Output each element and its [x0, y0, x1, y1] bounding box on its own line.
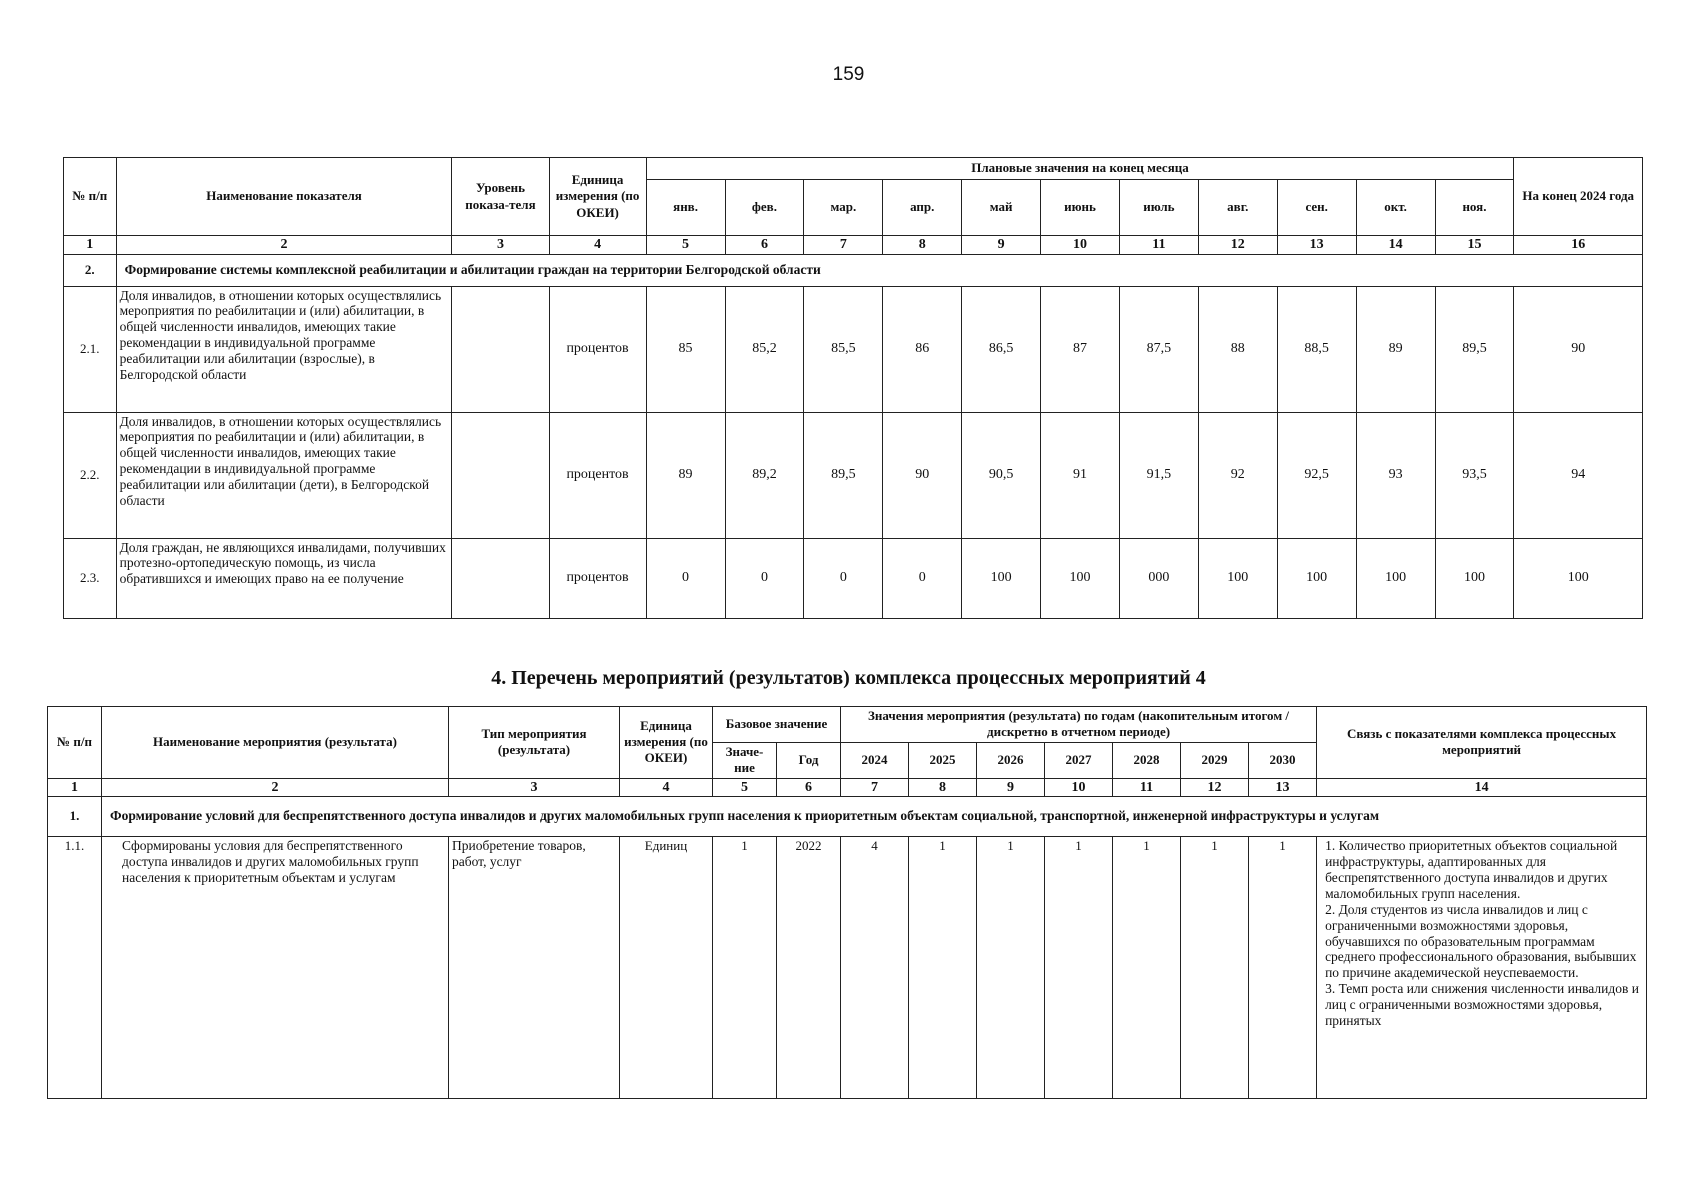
- table-row: [64, 538, 1643, 618]
- col-number: 9: [977, 778, 1045, 797]
- header-month: фев.: [725, 180, 804, 236]
- header-year: 2025: [909, 742, 977, 778]
- header-year: 2029: [1181, 742, 1249, 778]
- header-num: № п/п: [64, 158, 117, 236]
- year-value: 1: [909, 837, 977, 1099]
- year-value: 4: [841, 837, 909, 1099]
- header-base-year: Год: [777, 742, 841, 778]
- value-cell: 89,5: [1435, 286, 1514, 412]
- header-year: 2030: [1249, 742, 1317, 778]
- col-number: 10: [1045, 778, 1113, 797]
- section-title: Формирование системы комплексной реабилитации и абилитации граждан на территории Белгородской области: [116, 254, 1642, 286]
- col-number: 3: [452, 236, 549, 255]
- table-row: [64, 412, 1643, 538]
- header-name: Наименование показателя: [116, 158, 452, 236]
- col-number: 10: [1041, 236, 1120, 255]
- value-cell: 000: [1119, 538, 1198, 618]
- value-cell: 86: [883, 286, 962, 412]
- header-month: май: [962, 180, 1041, 236]
- indicator-name: Доля инвалидов, в отношении которых осуществлялись мероприятия по реабилитации и (или) абилитации, в общей численности инвалидов, имеющих такие рекомендации в индивидуальной программе реабилитации или абилитации (взрослые), в Белгородской области: [116, 286, 452, 412]
- header-year: 2028: [1113, 742, 1181, 778]
- col-number: 5: [713, 778, 777, 797]
- value-cell: 91: [1041, 412, 1120, 538]
- row-number: 2.2.: [64, 412, 117, 538]
- value-cell: 91,5: [1119, 412, 1198, 538]
- header-year: 2026: [977, 742, 1045, 778]
- header-link: Связь с показателями комплекса процессных мероприятий: [1317, 707, 1647, 779]
- header-month: апр.: [883, 180, 962, 236]
- header-month: мар.: [804, 180, 883, 236]
- page-number: 159: [832, 64, 865, 85]
- row-number: 2.3.: [64, 538, 117, 618]
- value-cell: 100: [1277, 538, 1356, 618]
- value-cell: 0: [883, 538, 962, 618]
- header-values-by-year: Значения мероприятия (результата) по годам (накопительным итогом / дискретно в отчетном периоде): [841, 707, 1317, 743]
- col-number: 1: [64, 236, 117, 255]
- value-cell: 88: [1198, 286, 1277, 412]
- col-number: 7: [804, 236, 883, 255]
- base-value: 1: [713, 837, 777, 1099]
- col-number: 4: [549, 236, 646, 255]
- value-cell: 93,5: [1435, 412, 1514, 538]
- col-number: 11: [1113, 778, 1181, 797]
- header-num: № п/п: [48, 707, 102, 779]
- column-numbers-row: [64, 236, 1643, 255]
- col-number: 13: [1277, 236, 1356, 255]
- value-cell: 88,5: [1277, 286, 1356, 412]
- value-cell: 85,5: [804, 286, 883, 412]
- indicator-name: Доля инвалидов, в отношении которых осуществлялись мероприятия по реабилитации и (или) абилитации, в общей численности инвалидов, имеющих такие рекомендации в индивидуальной программе реабилитации или абилитации (дети), в Белгородской области: [116, 412, 452, 538]
- header-unit: Единица измерения (по ОКЕИ): [620, 707, 713, 779]
- activity-name: Сформированы условия для беспрепятственного доступа инвалидов и других маломобильных групп населения к приоритетным объектам и услугам: [102, 837, 449, 1099]
- value-cell: 0: [804, 538, 883, 618]
- value-cell: 0: [725, 538, 804, 618]
- column-numbers-row: [48, 778, 1647, 797]
- year-value: 1: [1181, 837, 1249, 1099]
- header-unit: Единица измерения (по ОКЕИ): [549, 158, 646, 236]
- year-value: 1: [977, 837, 1045, 1099]
- header-month: июнь: [1041, 180, 1120, 236]
- year-value: 1: [1113, 837, 1181, 1099]
- header-planned: Плановые значения на конец месяца: [646, 158, 1514, 180]
- col-number: 1: [48, 778, 102, 797]
- section-row: [64, 254, 1643, 286]
- section-number: 1.: [48, 797, 102, 837]
- indicator-unit: процентов: [549, 286, 646, 412]
- year-value: 1: [1045, 837, 1113, 1099]
- header-year: 2027: [1045, 742, 1113, 778]
- value-cell: 85,2: [725, 286, 804, 412]
- value-cell: 93: [1356, 412, 1435, 538]
- header-level: Уровень показа-теля: [452, 158, 549, 236]
- row-number: 1.1.: [48, 837, 102, 1099]
- indicator-level: [452, 538, 549, 618]
- col-number: 8: [909, 778, 977, 797]
- col-number: 13: [1249, 778, 1317, 797]
- col-number: 7: [841, 778, 909, 797]
- value-cell: 100: [962, 538, 1041, 618]
- header-base-value: Значе-ние: [713, 742, 777, 778]
- value-cell: 90: [883, 412, 962, 538]
- section-number: 2.: [64, 254, 117, 286]
- value-cell: 89: [646, 412, 725, 538]
- col-number: 6: [777, 778, 841, 797]
- col-number: 8: [883, 236, 962, 255]
- col-number: 6: [725, 236, 804, 255]
- indicator-unit: процентов: [549, 538, 646, 618]
- value-cell: 90: [1514, 286, 1643, 412]
- indicator-level: [452, 286, 549, 412]
- value-cell: 89,2: [725, 412, 804, 538]
- col-number: 4: [620, 778, 713, 797]
- header-month: июль: [1119, 180, 1198, 236]
- header-month: янв.: [646, 180, 725, 236]
- header-month: ноя.: [1435, 180, 1514, 236]
- value-cell: 0: [646, 538, 725, 618]
- value-cell: 89: [1356, 286, 1435, 412]
- value-cell: 85: [646, 286, 725, 412]
- table-row: [48, 837, 1647, 1099]
- col-number: 11: [1119, 236, 1198, 255]
- value-cell: 87: [1041, 286, 1120, 412]
- year-value: 1: [1249, 837, 1317, 1099]
- value-cell: 100: [1356, 538, 1435, 618]
- value-cell: 87,5: [1119, 286, 1198, 412]
- activity-unit: Единиц: [620, 837, 713, 1099]
- indicator-unit: процентов: [549, 412, 646, 538]
- value-cell: 100: [1198, 538, 1277, 618]
- value-cell: 89,5: [804, 412, 883, 538]
- indicator-name: Доля граждан, не являющихся инвалидами, получивших протезно-ортопедическую помощь, из числа обратившихся и имеющих право на ее получение: [116, 538, 452, 618]
- col-number: 14: [1317, 778, 1647, 797]
- col-number: 3: [449, 778, 620, 797]
- col-number: 2: [102, 778, 449, 797]
- indicators-table: [63, 157, 1643, 619]
- activities-table: [47, 706, 1647, 1099]
- linked-indicators: 1. Количество приоритетных объектов социальной инфраструктуры, адаптированных для беспрепятственного доступа инвалидов и других маломобильных групп населения. 2. Доля студентов из числа инвалидов и лиц с ограниченными возможностями здоровья, обучавшихся по образовательным программам среднего профессионального образования, выбывших по причине академической неуспеваемости. 3. Темп роста или снижения численности инвалидов и лиц с ограниченными возможностями здоровья, принятых: [1317, 837, 1647, 1099]
- col-number: 15: [1435, 236, 1514, 255]
- header-year-end: На конец 2024 года: [1514, 158, 1643, 236]
- col-number: 14: [1356, 236, 1435, 255]
- col-number: 2: [116, 236, 452, 255]
- header-month: авг.: [1198, 180, 1277, 236]
- header-month: сен.: [1277, 180, 1356, 236]
- col-number: 5: [646, 236, 725, 255]
- value-cell: 90,5: [962, 412, 1041, 538]
- section-heading: 4. Перечень мероприятий (результатов) комплекса процессных мероприятий 4: [491, 667, 1206, 689]
- value-cell: 94: [1514, 412, 1643, 538]
- value-cell: 86,5: [962, 286, 1041, 412]
- header-year: 2024: [841, 742, 909, 778]
- section-row: [48, 797, 1647, 837]
- value-cell: 100: [1435, 538, 1514, 618]
- row-number: 2.1.: [64, 286, 117, 412]
- value-cell: 92,5: [1277, 412, 1356, 538]
- base-year: 2022: [777, 837, 841, 1099]
- value-cell: 100: [1041, 538, 1120, 618]
- activity-type: Приобретение товаров, работ, услуг: [449, 837, 620, 1099]
- header-name: Наименование мероприятия (результата): [102, 707, 449, 779]
- table-row: [64, 286, 1643, 412]
- value-cell: 100: [1514, 538, 1643, 618]
- col-number: 16: [1514, 236, 1643, 255]
- header-base: Базовое значение: [713, 707, 841, 743]
- indicator-level: [452, 412, 549, 538]
- header-month: окт.: [1356, 180, 1435, 236]
- col-number: 12: [1198, 236, 1277, 255]
- section-title: Формирование условий для беспрепятственного доступа инвалидов и других маломобильных групп населения к приоритетным объектам социальной, транспортной, инженерной инфраструктуры и услугам: [102, 797, 1647, 837]
- header-type: Тип мероприятия (результата): [449, 707, 620, 779]
- col-number: 12: [1181, 778, 1249, 797]
- value-cell: 92: [1198, 412, 1277, 538]
- col-number: 9: [962, 236, 1041, 255]
